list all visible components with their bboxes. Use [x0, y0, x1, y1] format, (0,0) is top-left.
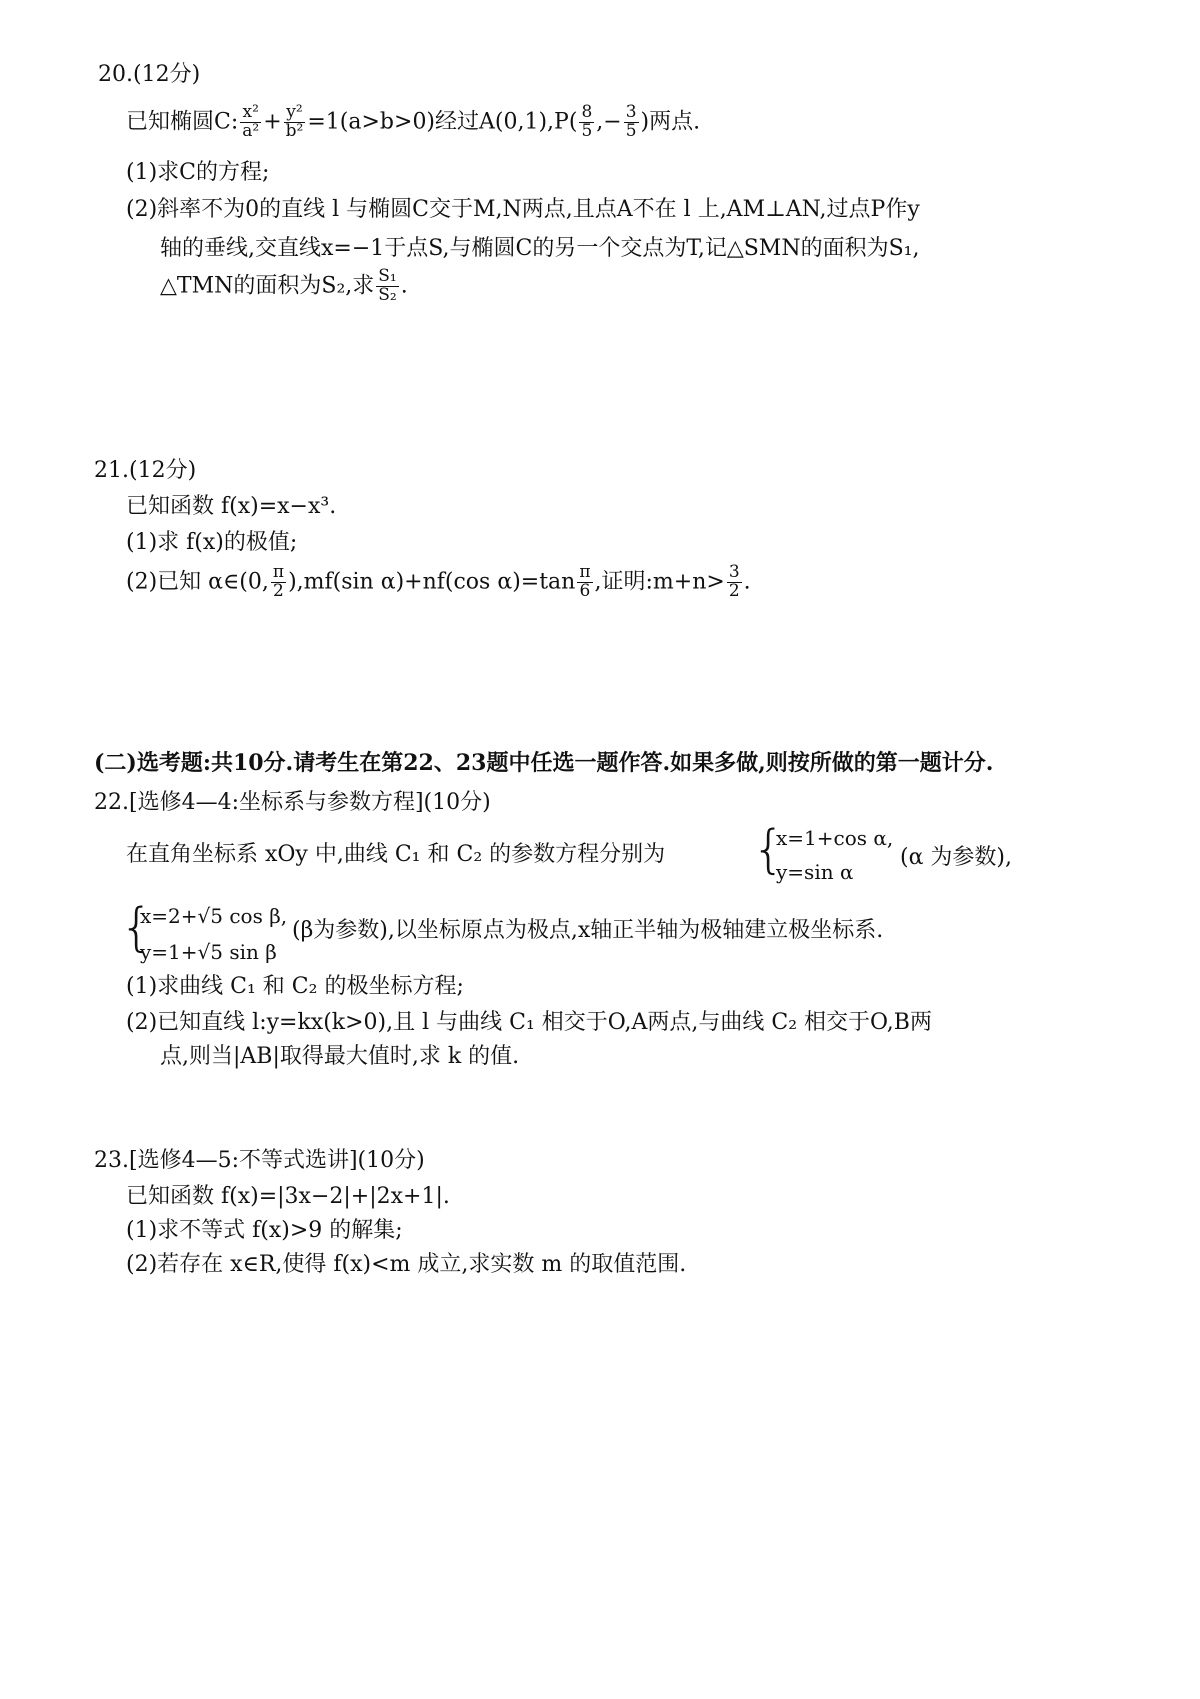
- q20-part2-fraction: [376, 268, 398, 305]
- q20-stem: [126, 104, 700, 141]
- q21-part2-end: .: [743, 569, 751, 595]
- q20-part2-frac-num: S₁: [378, 266, 397, 286]
- q21-part1: (1)求 f(x)的极值;: [126, 530, 298, 555]
- q21-frac1-den: 2: [273, 580, 284, 601]
- q23-stem: 已知函数 f(x)=|3x−2|+|2x+1|.: [126, 1184, 450, 1209]
- q20-frac2-num: y²: [284, 104, 306, 123]
- q21-part2-fraction-3: [727, 564, 742, 601]
- q20-stem-comma: ,−: [596, 109, 622, 135]
- q20-header: 20.(12分): [98, 62, 201, 87]
- q21-part2-text-b: ),mf(sin α)+nf(cos α)=tan: [288, 569, 576, 595]
- q20-frac3-den: 5: [581, 120, 593, 141]
- q20-stem-fraction-4: [624, 104, 639, 141]
- q20-frac3-num: 8: [581, 102, 593, 122]
- q20-frac1-num: x²: [240, 104, 261, 123]
- q21-frac3-num: 3: [728, 562, 740, 582]
- q20-part2-line1: (2)斜率不为0的直线 l 与椭圆C交于M,N两点,且点A不在 l 上,AM⊥AN,过点P作y: [126, 197, 920, 222]
- q21-frac2-den: 6: [579, 580, 591, 601]
- q22-stem-a: 在直角坐标系 xOy 中,曲线 C₁ 和 C₂ 的参数方程分别为: [126, 842, 666, 867]
- q20-frac1-den: a²: [242, 120, 260, 141]
- q21-part2: [126, 564, 751, 601]
- q22-stem-b: (β为参数),以坐标原点为极点,x轴正半轴为极轴建立极坐标系.: [292, 918, 884, 943]
- q21-part2-text-a: (2)已知 α∈(0,: [126, 569, 269, 595]
- q22-system-1: [752, 822, 1052, 892]
- q22-part1: (1)求曲线 C₁ 和 C₂ 的极坐标方程;: [126, 974, 464, 999]
- q20-frac2-den: b²: [285, 120, 304, 141]
- q20-stem-fraction-2: [284, 104, 306, 141]
- q20-frac4-num: 3: [625, 102, 637, 122]
- q20-part2-line3: [160, 268, 408, 305]
- q20-part1: (1)求C的方程;: [126, 160, 270, 185]
- q23-header: 23.[选修4—5:不等式选讲](10分): [94, 1148, 425, 1173]
- q22-sys1-note: (α 为参数),: [900, 845, 1013, 870]
- section-title: (二)选考题:共10分.请考生在第22、23题中任选一题作答.如果多做,则按所做的第一题计分.: [94, 750, 994, 776]
- q22-sys2-brace: {: [120, 898, 154, 958]
- q21-frac1-num: π: [272, 562, 285, 582]
- q22-part2-line1: (2)已知直线 l:y=kx(k>0),且 l 与曲线 C₁ 相交于O,A两点,与曲线 C₂ 相交于O,B两: [126, 1010, 932, 1035]
- q22-sys2-row1: x=2+√5 cos β,: [140, 904, 288, 928]
- q20-stem-fraction-1: [240, 104, 261, 141]
- q20-part2-end: .: [400, 273, 408, 299]
- q21-frac3-den: 2: [728, 580, 740, 601]
- q21-header: 21.(12分): [94, 458, 197, 483]
- q20-stem-text-c: C:: [214, 109, 239, 135]
- q20-stem-text-a: 已知椭圆: [126, 109, 215, 135]
- q22-sys1-brace: {: [752, 820, 786, 880]
- q20-stem-end: )两点.: [640, 109, 701, 135]
- q21-part2-fraction-1: [271, 564, 286, 601]
- q23-part1: (1)求不等式 f(x)>9 的解集;: [126, 1218, 403, 1243]
- q23-part2: (2)若存在 x∈R,使得 f(x)<m 成立,求实数 m 的取值范围.: [126, 1252, 687, 1277]
- q20-part2-frac-den: S₂: [378, 284, 397, 305]
- q22-sys1-row1: x=1+cos α,: [776, 826, 894, 850]
- q21-part2-fraction-2: [577, 564, 592, 601]
- q22-sys2-row2: y=1+√5 sin β: [140, 940, 277, 964]
- q20-stem-text-b: =1(a>b>0)经过A(0,1),P(: [307, 109, 578, 135]
- q22-sys1-row2: y=sin α: [776, 860, 854, 884]
- q20-part2-line3-text: △TMN的面积为S₂,求: [160, 273, 375, 299]
- q20-part2-line2: 轴的垂线,交直线x=−1于点S,与椭圆C的另一个交点为T,记△SMN的面积为S₁,: [160, 236, 920, 261]
- q22-header: 22.[选修4—4:坐标系与参数方程](10分): [94, 790, 491, 815]
- q21-part2-text-c: ,证明:m+n>: [594, 569, 725, 595]
- q20-frac4-den: 5: [625, 120, 637, 141]
- q20-stem-fraction-3: [579, 104, 594, 141]
- q21-stem: 已知函数 f(x)=x−x³.: [126, 494, 337, 519]
- q22-part2-line2: 点,则当|AB|取得最大值时,求 k 的值.: [160, 1044, 520, 1069]
- q20-stem-plus: +: [263, 109, 282, 135]
- q22-system-2: [120, 898, 300, 972]
- q21-frac2-num: π: [579, 562, 591, 582]
